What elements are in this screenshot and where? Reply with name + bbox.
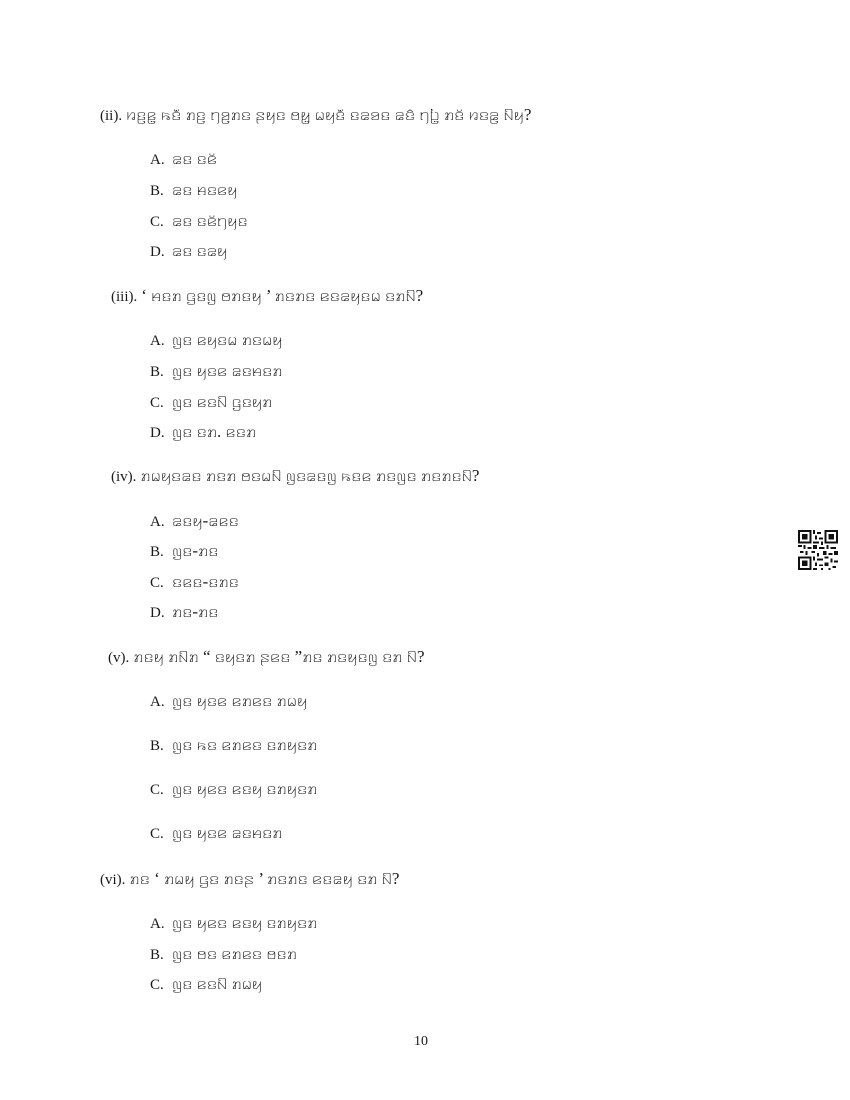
option-text: ꤜꤢ ꤟꤢꤕ ꤘꤢꤌꤢꤊ bbox=[172, 823, 283, 842]
answer-option bbox=[150, 943, 297, 966]
option-text: ꤜꤢ ꤟꤕꤢ ꤕꤢꤟ ꤢꤊꤟꤢꤊ bbox=[172, 779, 318, 798]
answer-option bbox=[150, 360, 283, 383]
option-text: ꤘꤢ ꤌꤢꤕꤟ bbox=[172, 180, 238, 199]
answer-option bbox=[150, 734, 317, 757]
option-label: C. bbox=[150, 826, 164, 842]
option-text: ꤜꤢ ꤟꤢꤕ ꤘꤢꤌꤢꤊ bbox=[172, 361, 283, 380]
answer-option bbox=[150, 240, 227, 263]
option-text: ꤜꤢ ꤒꤢ ꤕꤊꤕꤢ ꤢꤊꤟꤢꤊ bbox=[172, 735, 318, 754]
option-text: ꤜꤢ ꤟꤕꤢ ꤕꤢꤟ ꤢꤊꤟꤢꤊ bbox=[172, 913, 318, 932]
question-number: (vi). bbox=[100, 872, 126, 888]
answer-option bbox=[150, 421, 256, 444]
question-number: (ii). bbox=[100, 108, 123, 124]
option-label: B. bbox=[150, 947, 164, 963]
answer-option bbox=[150, 179, 237, 202]
option-label: C. bbox=[150, 977, 164, 993]
option-label: D. bbox=[150, 425, 165, 441]
answer-option bbox=[150, 540, 218, 563]
option-text: ꤜꤢ ꤟꤢꤕ ꤕꤊꤕꤢ ꤊꤗꤟ bbox=[172, 691, 308, 710]
question-body: ꤊꤢꤟ ꤊꤡꤊ “ ꤢꤟꤢꤊ ꤔꤕꤢ ”ꤊꤢ ꤊꤢꤟꤢꤜ ꤢꤊ ꤡ? bbox=[133, 647, 425, 666]
question-body: ꤊꤗꤟꤢꤘꤢ ꤊꤢꤊ ꤥꤢꤗꤡ ꤜꤢꤘꤢꤜ ꤒꤢꤕ ꤊꤢꤜꤢ ꤊꤢꤊꤢꤡ? bbox=[140, 466, 480, 485]
question-number: (iii). bbox=[111, 289, 138, 305]
option-label: B. bbox=[150, 738, 164, 754]
option-label: A. bbox=[150, 916, 165, 932]
option-label: C. bbox=[150, 214, 164, 230]
page-number: 10 bbox=[414, 1034, 428, 1049]
answer-option bbox=[150, 329, 283, 352]
question-text bbox=[100, 868, 399, 891]
question-number: (iv). bbox=[111, 469, 137, 485]
option-text: ꤢꤕꤢ-ꤢꤊꤢ bbox=[172, 572, 239, 591]
answer-option bbox=[150, 912, 317, 935]
answer-option bbox=[150, 571, 239, 594]
option-text: ꤘꤢꤟ-ꤘꤕꤢ bbox=[172, 511, 239, 530]
question-text bbox=[111, 285, 423, 308]
question-number: (v). bbox=[108, 650, 130, 666]
question-body: ‘ ꤌꤢꤊ ꤞꤢꤜ ꤥꤊꤢꤟ ’ ꤊꤢꤊꤢ ꤕꤢꤘꤟꤢꤗ ꤢꤊꤡ? bbox=[141, 286, 424, 305]
option-text: ꤘꤢ ꤢꤘꤟ bbox=[172, 241, 228, 260]
question-text bbox=[108, 646, 425, 669]
answer-option bbox=[150, 822, 283, 845]
answer-option bbox=[150, 690, 307, 713]
option-text: ꤜꤢ-ꤊꤢ bbox=[172, 541, 219, 560]
option-text: ꤜꤢ ꤢꤊ. ꤕꤢꤊ bbox=[172, 422, 257, 441]
answer-option bbox=[150, 510, 239, 533]
option-label: A. bbox=[150, 152, 165, 168]
option-label: C. bbox=[150, 782, 164, 798]
option-label: A. bbox=[150, 694, 165, 710]
option-text: ꤘꤢ ꤢꤕꤩꤚꤟꤢ bbox=[172, 211, 248, 230]
answer-option bbox=[150, 391, 272, 414]
option-label: A. bbox=[150, 333, 165, 349]
answer-option bbox=[150, 148, 217, 171]
question-body: ꤊꤢ ‘ ꤊꤗꤟ ꤞꤢ ꤊꤢꤔ ’ ꤊꤢꤊꤢ ꤕꤢꤘꤟ ꤢꤊ ꤡ? bbox=[129, 869, 400, 888]
option-text: ꤊꤢ-ꤊꤢ bbox=[172, 602, 219, 621]
option-label: A. bbox=[150, 514, 165, 530]
option-label: C. bbox=[150, 575, 164, 591]
option-label: B. bbox=[150, 544, 164, 560]
answer-option bbox=[150, 778, 317, 801]
option-text: ꤜꤢ ꤕꤢꤡ ꤊꤗꤟ bbox=[172, 974, 263, 993]
option-label: C. bbox=[150, 395, 164, 411]
answer-option bbox=[150, 601, 218, 624]
option-text: ꤘꤢ ꤢꤕꤩ bbox=[172, 149, 218, 168]
option-text: ꤜꤢ ꤕꤟꤢꤗ ꤊꤢꤗꤟ bbox=[172, 330, 283, 349]
question-body: ꤙꤢ꤬ꤕ꤭ ꤒꤢꤪ ꤊꤢ꤬ ꤚꤤ꤬ꤊꤢ ꤔꤟꤢ ꤥꤟ꤭ ꤗꤟꤢꤪ ꤢꤘꤤꤢ ꤘꤢꤨ ꤚꤝ꤭ ꤊꤢꤩ ꤙꤢꤘ꤬ ꤡꤟ? bbox=[126, 105, 532, 124]
option-text: ꤜꤢ ꤥꤢ ꤕꤊꤕꤢ ꤥꤢꤊ bbox=[172, 944, 297, 963]
option-label: B. bbox=[150, 364, 164, 380]
option-label: D. bbox=[150, 244, 165, 260]
option-label: B. bbox=[150, 183, 164, 199]
option-text: ꤜꤢ ꤕꤢꤡ ꤞꤢꤟꤊ bbox=[172, 392, 273, 411]
question-text bbox=[100, 104, 531, 127]
option-label: D. bbox=[150, 605, 165, 621]
answer-option bbox=[150, 210, 248, 233]
question-text bbox=[111, 465, 479, 488]
answer-option bbox=[150, 973, 262, 996]
qr-code-icon bbox=[798, 530, 838, 570]
